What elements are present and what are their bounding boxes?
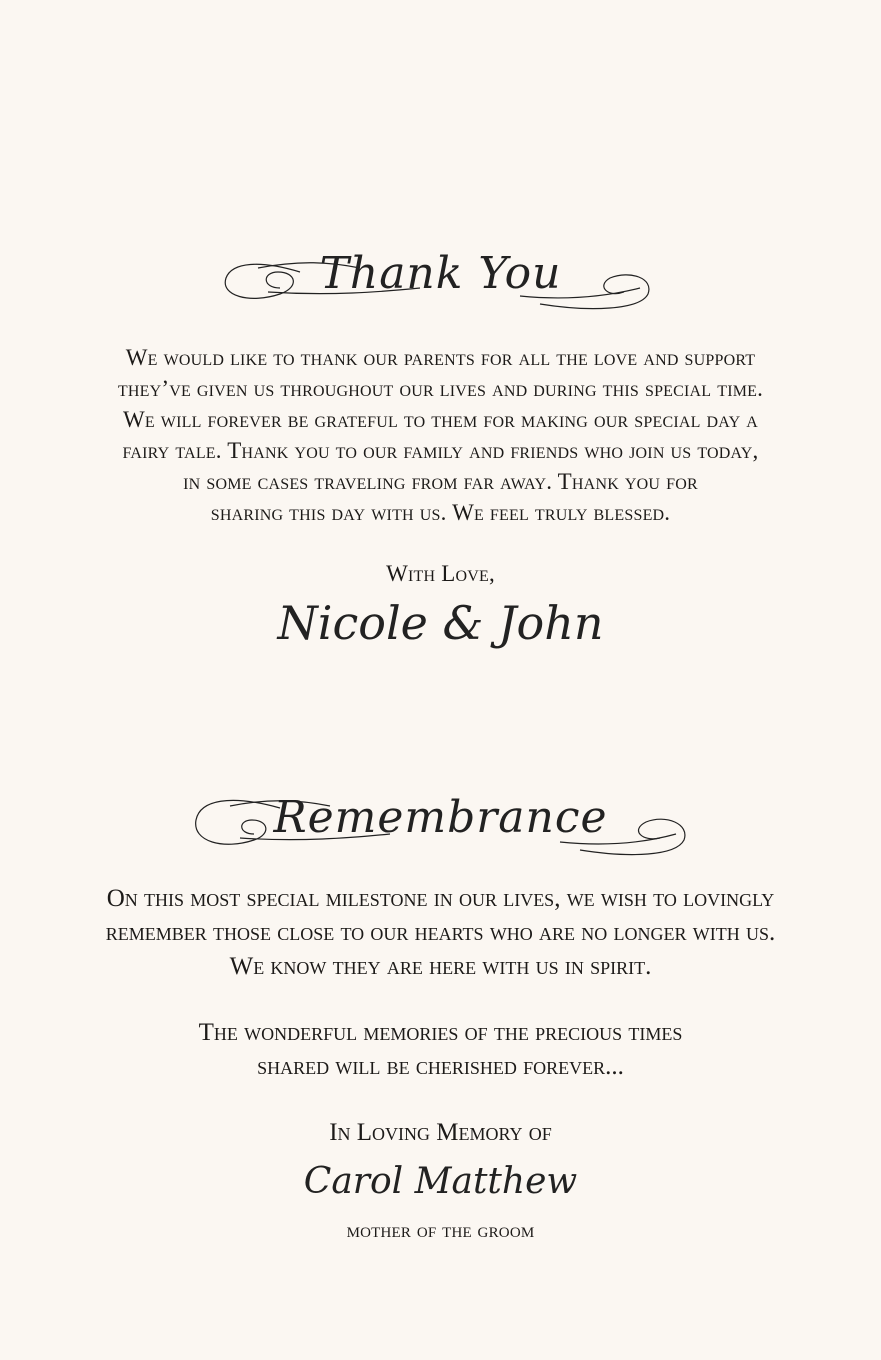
- thank-you-paragraph: [0, 342, 881, 528]
- memories-paragraph: [0, 1016, 881, 1084]
- thank-you-line: they’ve given us throughout our lives and during this special time.: [117, 376, 764, 401]
- remembrance-paragraph: [0, 882, 881, 984]
- memories-line: shared will be cherished forever...: [257, 1053, 624, 1080]
- remembrance-section: [0, 784, 881, 1245]
- memorial-relation: mother of the groom: [346, 1217, 535, 1242]
- thank-you-line: in some cases traveling from far away. Thank you for: [183, 469, 698, 494]
- thank-you-line: We would like to thank our parents for all the love and support: [125, 345, 756, 370]
- memories-line: The wonderful memories of the precious times: [198, 1019, 683, 1046]
- thank-you-section: [0, 232, 881, 651]
- remembrance-line: We know they are here with us in spirit.: [229, 953, 652, 980]
- thank-you-line: sharing this day with us. We feel truly blessed.: [210, 500, 671, 525]
- thank-you-line: fairy tale. Thank you to our family and friends who join us today,: [122, 438, 759, 463]
- thank-you-heading: Thank You: [319, 248, 562, 299]
- remembrance-heading-block: [0, 784, 881, 874]
- remembrance-line: remember those close to our hearts who are no longer with us.: [105, 919, 776, 946]
- couple-signature: Nicole & John: [277, 596, 604, 650]
- memorial-name: Carol Matthew: [303, 1161, 578, 1202]
- remembrance-heading: Remembrance: [273, 792, 608, 843]
- remembrance-line: On this most special milestone in our lives, we wish to lovingly: [106, 885, 775, 912]
- closing-text: With Love,: [386, 561, 495, 586]
- thank-you-heading-block: [0, 232, 881, 332]
- in-memory-label: In Loving Memory of: [329, 1119, 552, 1146]
- thank-you-line: We will forever be grateful to them for making our special day a: [122, 407, 759, 432]
